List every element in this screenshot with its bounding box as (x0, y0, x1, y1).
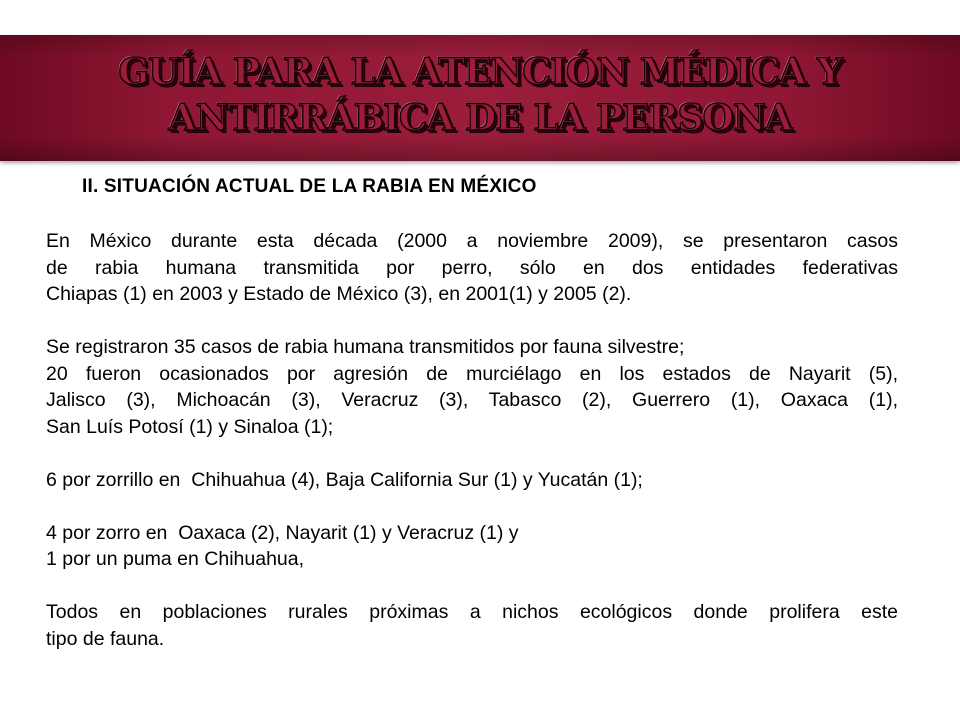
text-line: 20 fueron ocasionados por agresión de murciélago en los estados de Nayarit (5), (46, 362, 898, 385)
title-banner (0, 35, 960, 161)
text-line: Jalisco (3), Michoacán (3), Veracruz (3), Tabasco (2), Guerrero (1), Oaxaca (1), (46, 389, 898, 411)
text-line: 6 por zorrillo en Chihuahua (4), Baja California Sur (1) y Yucatán (1); (46, 468, 643, 491)
paragraph-dog-rabies (46, 228, 898, 308)
text-line: Todos en poblaciones rurales próximas a nichos ecológicos donde prolifera este (46, 601, 898, 623)
paragraph-skunk (46, 467, 898, 494)
text-line: de rabia humana transmitida por perro, sólo en dos entidades federativas (46, 256, 898, 279)
banner-title-line-2: ANTIRRÁBICA DE LA PERSONA (168, 97, 792, 139)
banner-title (0, 49, 960, 141)
text-line: 1 por un puma en Chihuahua, (46, 548, 305, 570)
paragraph-rural (46, 599, 898, 652)
section-heading: II. SITUACIÓN ACTUAL DE LA RABIA EN MÉXICO (82, 176, 537, 197)
text-line: Chiapas (1) en 2003 y Estado de México (3), en 2001(1) y 2005 (2). (46, 283, 632, 305)
paragraph-wildlife-rabies (46, 334, 898, 440)
text-line: 4 por zorro en Oaxaca (2), Nayarit (1) y Veracruz (1) y (46, 521, 519, 544)
text-line: En México durante esta década (2000 a noviembre 2009), se presentaron casos (46, 230, 898, 252)
paragraph-fox-puma (46, 520, 898, 573)
text-line: San Luís Potosí (1) y Sinaloa (1); (46, 415, 334, 438)
text-line: Se registraron 35 casos de rabia humana transmitidos por fauna silvestre; (46, 336, 685, 358)
body-text (46, 228, 898, 679)
text-line: tipo de fauna. (46, 627, 165, 650)
banner-title-line-1: GUÍA PARA LA ATENCIÓN MÉDICA Y (118, 51, 842, 93)
